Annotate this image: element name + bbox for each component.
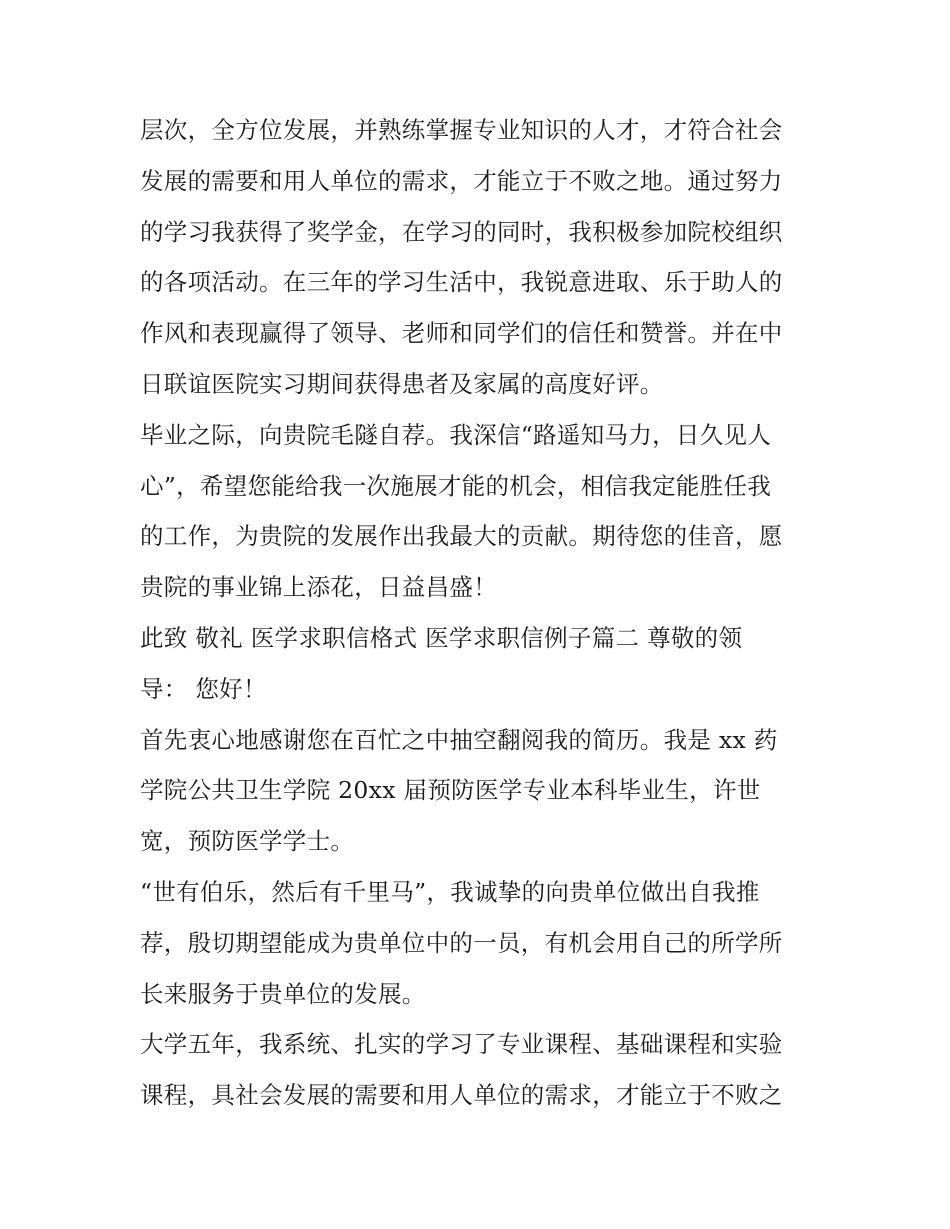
text-line: 宽，预防医学学士。 (140, 827, 355, 856)
text-line: 课程，具社会发展的需要和用人单位的需求，才能立于不败之 (140, 1081, 783, 1110)
text-line: 层次，全方位发展，并熟练掌握专业知识的人才，才符合社会 (140, 116, 783, 144)
text-line: 心”，希望您能给我一次施展才能的机会，相信我定能胜任我 (140, 471, 772, 500)
text-line: 荐，殷切期望能成为贵单位中的一员，有机会用自己的所学所 (140, 928, 783, 957)
text-line: 大学五年，我系统、扎实的学习了专业课程、基础课程和实验 (140, 1030, 783, 1059)
text-line: 首先衷心地感谢您在百忙之中抽空翻阅我的简历。我是 xx 药 (140, 725, 778, 754)
text-line: “世有伯乐，然后有千里马”，我诚挚的向贵单位做出自我推 (140, 877, 760, 906)
text-line: 的工作，为贵院的发展作出我最大的贡献。期待您的佳音，愿 (140, 522, 783, 551)
text-line: 贵院的事业锦上添花，日益昌盛！ (140, 573, 497, 602)
text-line: 导： 您好！ (140, 674, 267, 703)
text-line: 的学习我获得了奖学金，在学习的同时，我积极参加院校组织 (140, 217, 783, 246)
text-line: 日联谊医院实习期间获得患者及家属的高度好评。 (140, 369, 664, 398)
text-line: 此致 敬礼 医学求职信格式 医学求职信例子篇二 尊敬的领 (140, 623, 743, 652)
text-line: 毕业之际，向贵院毛隧自荐。我深信“路遥知马力，日久见人 (140, 420, 772, 449)
body-text (140, 105, 820, 1121)
text-line: 学院公共卫生学院 20xx 届预防医学专业本科毕业生，许世 (140, 776, 761, 805)
text-line: 发展的需要和用人单位的需求，才能立于不败之地。通过努力 (140, 166, 783, 195)
text-line: 的各项活动。在三年的学习生活中，我锐意进取、乐于助人的 (140, 268, 783, 297)
text-line: 作风和表现赢得了领导、老师和同学们的信任和赞誉。并在中 (140, 319, 783, 348)
text-line: 长来服务于贵单位的发展。 (140, 979, 426, 1008)
